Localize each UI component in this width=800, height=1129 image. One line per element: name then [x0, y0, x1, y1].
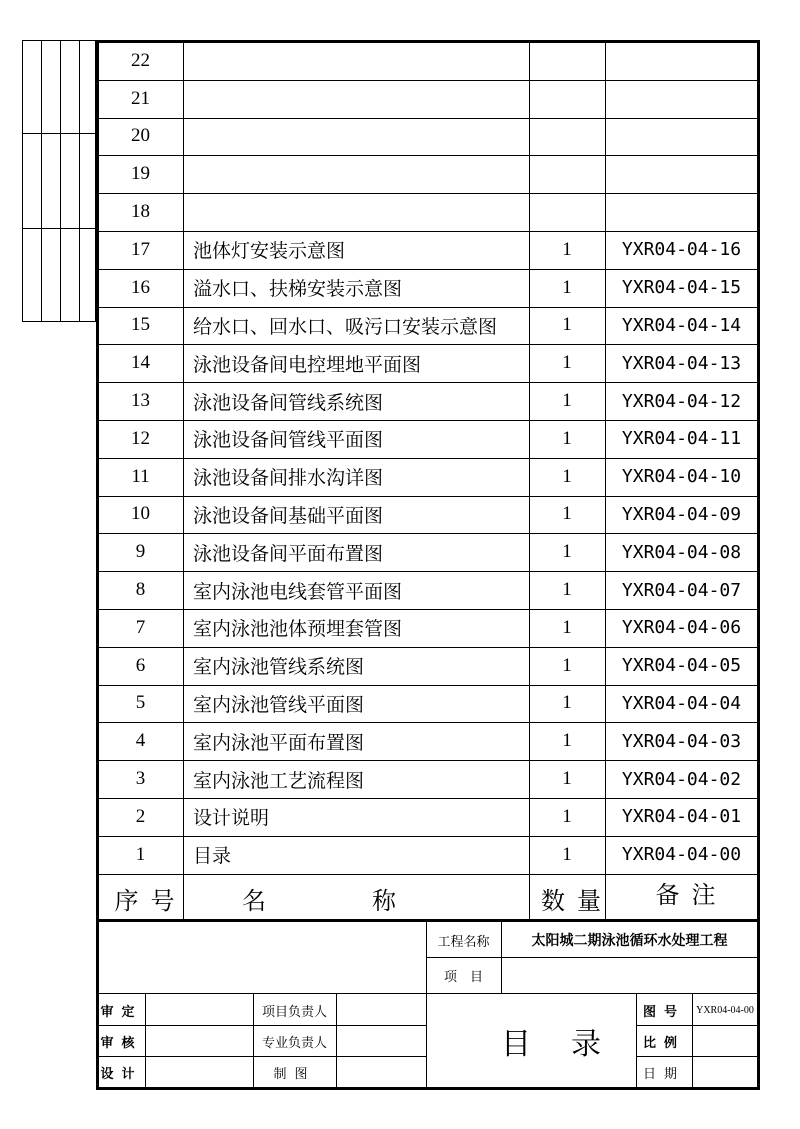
- drafter-label: 制图: [273, 1066, 316, 1082]
- project-lead-label: 项目负责人: [261, 1004, 327, 1020]
- row-number: 7: [135, 616, 146, 638]
- row-code: YXR04-04-12: [621, 390, 742, 412]
- discipline-lead-label: 专业负责人: [261, 1035, 327, 1051]
- row-name: 池体灯安装示意图: [193, 240, 346, 263]
- row-code: [605, 118, 758, 156]
- design-label: 设计: [100, 1066, 143, 1082]
- row-number: 16: [131, 276, 150, 298]
- header-quantity: 数量: [541, 886, 613, 915]
- row-code: YXR04-04-07: [621, 579, 742, 601]
- row-name: 室内泳池平面布置图: [193, 731, 365, 754]
- row-name: [183, 155, 539, 193]
- row-number: 17: [131, 238, 150, 260]
- row-code: YXR04-04-00: [621, 844, 742, 866]
- header-remarks: 备注: [655, 880, 728, 909]
- row-quantity: 1: [562, 768, 572, 790]
- row-code: [605, 155, 758, 193]
- row-quantity: 1: [562, 616, 572, 638]
- row-name: 室内泳池管线平面图: [193, 693, 365, 716]
- approve-label: 审定: [100, 1004, 143, 1020]
- row-name: 泳池设备间排水沟详图: [193, 467, 384, 490]
- row-number: 2: [135, 805, 146, 827]
- row-quantity: 1: [562, 579, 572, 601]
- row-name: [183, 80, 539, 118]
- row-quantity: 1: [562, 805, 572, 827]
- row-number: 14: [131, 352, 150, 374]
- row-quantity: [529, 155, 605, 193]
- row-code: YXR04-04-13: [621, 352, 742, 374]
- row-quantity: [529, 80, 605, 118]
- row-quantity: 1: [562, 352, 572, 374]
- row-name: 目录: [193, 845, 232, 868]
- row-name: [183, 118, 539, 156]
- item-label: 项 目: [443, 970, 483, 985]
- row-name: 室内泳池管线系统图: [193, 656, 365, 679]
- project-name-label: 工程名称: [437, 934, 490, 950]
- row-name: 室内泳池工艺流程图: [193, 769, 365, 792]
- row-name: [183, 193, 539, 231]
- row-quantity: 1: [562, 541, 572, 563]
- row-name: 泳池设备间电控埋地平面图: [193, 353, 422, 376]
- row-code: YXR04-04-01: [621, 806, 742, 828]
- date-label: 日期: [642, 1066, 685, 1082]
- row-number: 8: [135, 579, 146, 601]
- header-number: 序号: [114, 886, 187, 915]
- row-quantity: 1: [562, 390, 572, 412]
- row-quantity: 1: [562, 276, 572, 298]
- row-name: 泳池设备间管线平面图: [193, 429, 384, 452]
- row-code: YXR04-04-14: [621, 314, 742, 336]
- review-label: 审核: [100, 1035, 143, 1051]
- row-quantity: 1: [562, 730, 572, 752]
- row-number: 21: [131, 87, 150, 109]
- row-quantity: [529, 193, 605, 231]
- row-code: YXR04-04-05: [621, 655, 742, 677]
- row-code: YXR04-04-08: [621, 541, 742, 563]
- row-number: 3: [135, 768, 146, 790]
- row-name: 溢水口、扶梯安装示意图: [193, 278, 403, 301]
- row-number: 10: [131, 503, 150, 525]
- row-number: 13: [131, 390, 150, 412]
- row-quantity: 1: [562, 427, 572, 449]
- row-name: 给水口、回水口、吸污口安装示意图: [193, 315, 498, 338]
- binding-margin: [22, 40, 96, 322]
- row-number: 6: [135, 654, 146, 676]
- row-quantity: [529, 118, 605, 156]
- row-code: YXR04-04-02: [621, 768, 742, 790]
- row-name: 泳池设备间管线系统图: [193, 391, 384, 414]
- row-quantity: 1: [562, 843, 572, 865]
- row-quantity: 1: [562, 654, 572, 676]
- row-quantity: 1: [562, 692, 572, 714]
- header-name-a: 名: [242, 886, 278, 915]
- row-number: 4: [135, 730, 146, 752]
- row-number: 12: [131, 427, 150, 449]
- row-quantity: 1: [562, 238, 572, 260]
- row-name: [183, 42, 539, 80]
- row-quantity: 1: [562, 314, 572, 336]
- row-number: 22: [131, 49, 150, 71]
- row-number: 18: [131, 201, 150, 223]
- row-quantity: [529, 42, 605, 80]
- drawing-no: YXR04-04-00: [696, 1004, 754, 1016]
- row-quantity: 1: [562, 465, 572, 487]
- row-code: [605, 42, 758, 80]
- sheet-title: 目录: [501, 1027, 641, 1062]
- row-code: YXR04-04-11: [621, 428, 742, 450]
- row-code: [605, 193, 758, 231]
- row-number: 9: [135, 541, 146, 563]
- row-quantity: 1: [562, 503, 572, 525]
- row-code: YXR04-04-10: [621, 466, 742, 488]
- row-name: 室内泳池池体预埋套管图: [193, 618, 403, 641]
- row-code: YXR04-04-15: [621, 277, 742, 299]
- row-name: 设计说明: [193, 807, 270, 830]
- scale-label: 比例: [642, 1035, 685, 1051]
- header-name-b: 称: [372, 886, 408, 915]
- row-code: [605, 80, 758, 118]
- project-name: 太阳城二期泳池循环水处理工程: [531, 933, 728, 949]
- row-code: YXR04-04-09: [621, 503, 742, 525]
- row-number: 15: [131, 314, 150, 336]
- row-name: 室内泳池电线套管平面图: [193, 580, 403, 603]
- row-number: 5: [135, 692, 146, 714]
- row-code: YXR04-04-04: [621, 692, 742, 714]
- row-number: 1: [135, 843, 146, 865]
- row-code: YXR04-04-16: [621, 239, 742, 261]
- drawing-no-label: 图号: [642, 1004, 685, 1020]
- row-code: YXR04-04-06: [621, 617, 742, 639]
- row-name: 泳池设备间平面布置图: [193, 542, 384, 565]
- row-name: 泳池设备间基础平面图: [193, 504, 384, 527]
- row-number: 11: [131, 465, 150, 487]
- row-code: YXR04-04-03: [621, 730, 742, 752]
- row-number: 19: [131, 163, 150, 185]
- row-number: 20: [131, 125, 150, 147]
